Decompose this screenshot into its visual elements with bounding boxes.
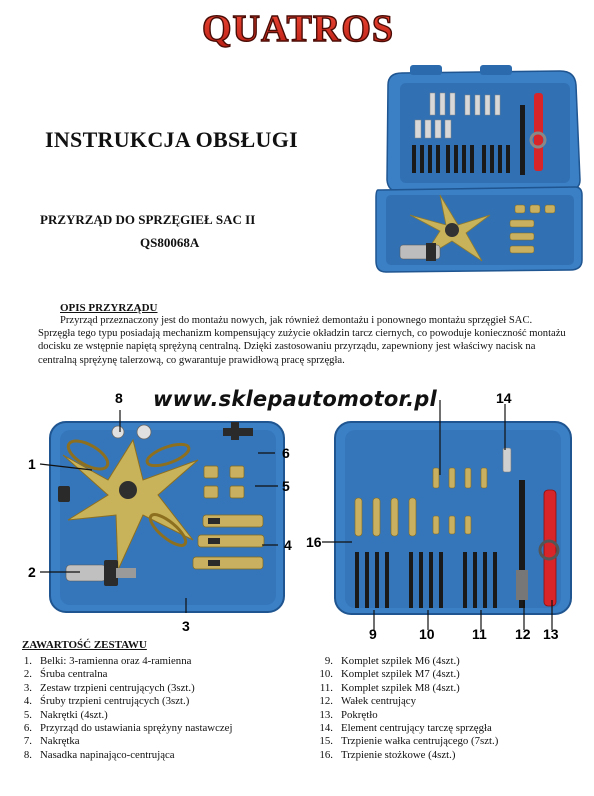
website-url: www.sklepautomotor.pl: [153, 387, 437, 411]
callout-1: 1: [28, 456, 36, 472]
callout-13: 13: [543, 626, 559, 642]
list-item: 4. Śruby trzpieni centrujących (3szt.): [23, 695, 190, 708]
contents-heading: ZAWARTOŚĆ ZESTAWU: [22, 639, 147, 651]
list-item: 3. Zestaw trzpieni centrujących (3szt.): [23, 681, 195, 694]
contents-list-right: [305, 655, 498, 762]
list-item: 2. Śruba centralna: [23, 668, 108, 681]
list-item: 10. Komplet szpilek M7 (4szt.): [319, 668, 460, 681]
callout-9: 9: [369, 626, 377, 642]
list-item: 14. Element centrujący tarczę sprzęgła: [319, 722, 492, 735]
document-title: INSTRUKCJA OBSŁUGI: [45, 127, 298, 152]
callout-16: 16: [306, 534, 322, 550]
callout-3: 3: [182, 618, 190, 634]
contents-list-left: [12, 655, 232, 762]
list-item: 13. Pokrętło: [319, 708, 378, 721]
product-name: PRZYRZĄD DO SPRZĘGIEŁ SAC II: [40, 212, 256, 227]
list-item: 1. Belki: 3-ramienna oraz 4-ramienna: [23, 655, 192, 667]
list-item: 6. Przyrząd do ustawiania sprężyny nastawczej: [23, 722, 233, 735]
callout-5: 5: [282, 478, 290, 494]
callout-4: 4: [284, 537, 292, 553]
logo-text: QUATROS: [201, 8, 395, 48]
list-item: 16. Trzpienie stożkowe (4szt.): [319, 748, 456, 761]
callout-8: 8: [115, 390, 123, 406]
list-item: 15. Trzpienie wałka centrującego (7szt.): [319, 735, 499, 748]
list-item: 11. Komplet szpilek M8 (4szt.): [319, 681, 460, 694]
list-item: 5. Nakrętki (4szt.): [23, 708, 108, 721]
description-heading: OPIS PRZYRZĄDU: [60, 302, 158, 314]
callout-2: 2: [28, 564, 36, 580]
product-code: QS80068A: [140, 235, 200, 250]
callout-6: 6: [282, 445, 290, 461]
description-text: Przyrząd przeznaczony jest do montażu nowych, jak również demontażu i ponownego montażu sprzęgieł SAC. Sprzęgła tego typu posiadają mechanizm kompensujący zużycie okładzin tarcz ciernych, co powoduje konieczność montażu docisku ze wstępnie napiętą sprężyną centralną. Dzięki zastosowaniu przyrządu, zapewniony jest właściwy nacisk na centralną sprężynę talerzową, co gwarantuje prawidłową pracę sprzęgła.: [38, 315, 566, 366]
callout-11: 11: [472, 626, 487, 642]
list-item: 9. Komplet szpilek M6 (4szt.): [324, 655, 460, 667]
callout-10: 10: [419, 626, 435, 642]
list-item: 12. Wałek centrujący: [319, 695, 416, 708]
callout-14: 14: [496, 390, 512, 406]
list-item: 7. Nakrętka: [23, 735, 80, 748]
callout-12: 12: [515, 626, 531, 642]
list-item: 8. Nasadka napinająco-centrująca: [23, 748, 175, 761]
